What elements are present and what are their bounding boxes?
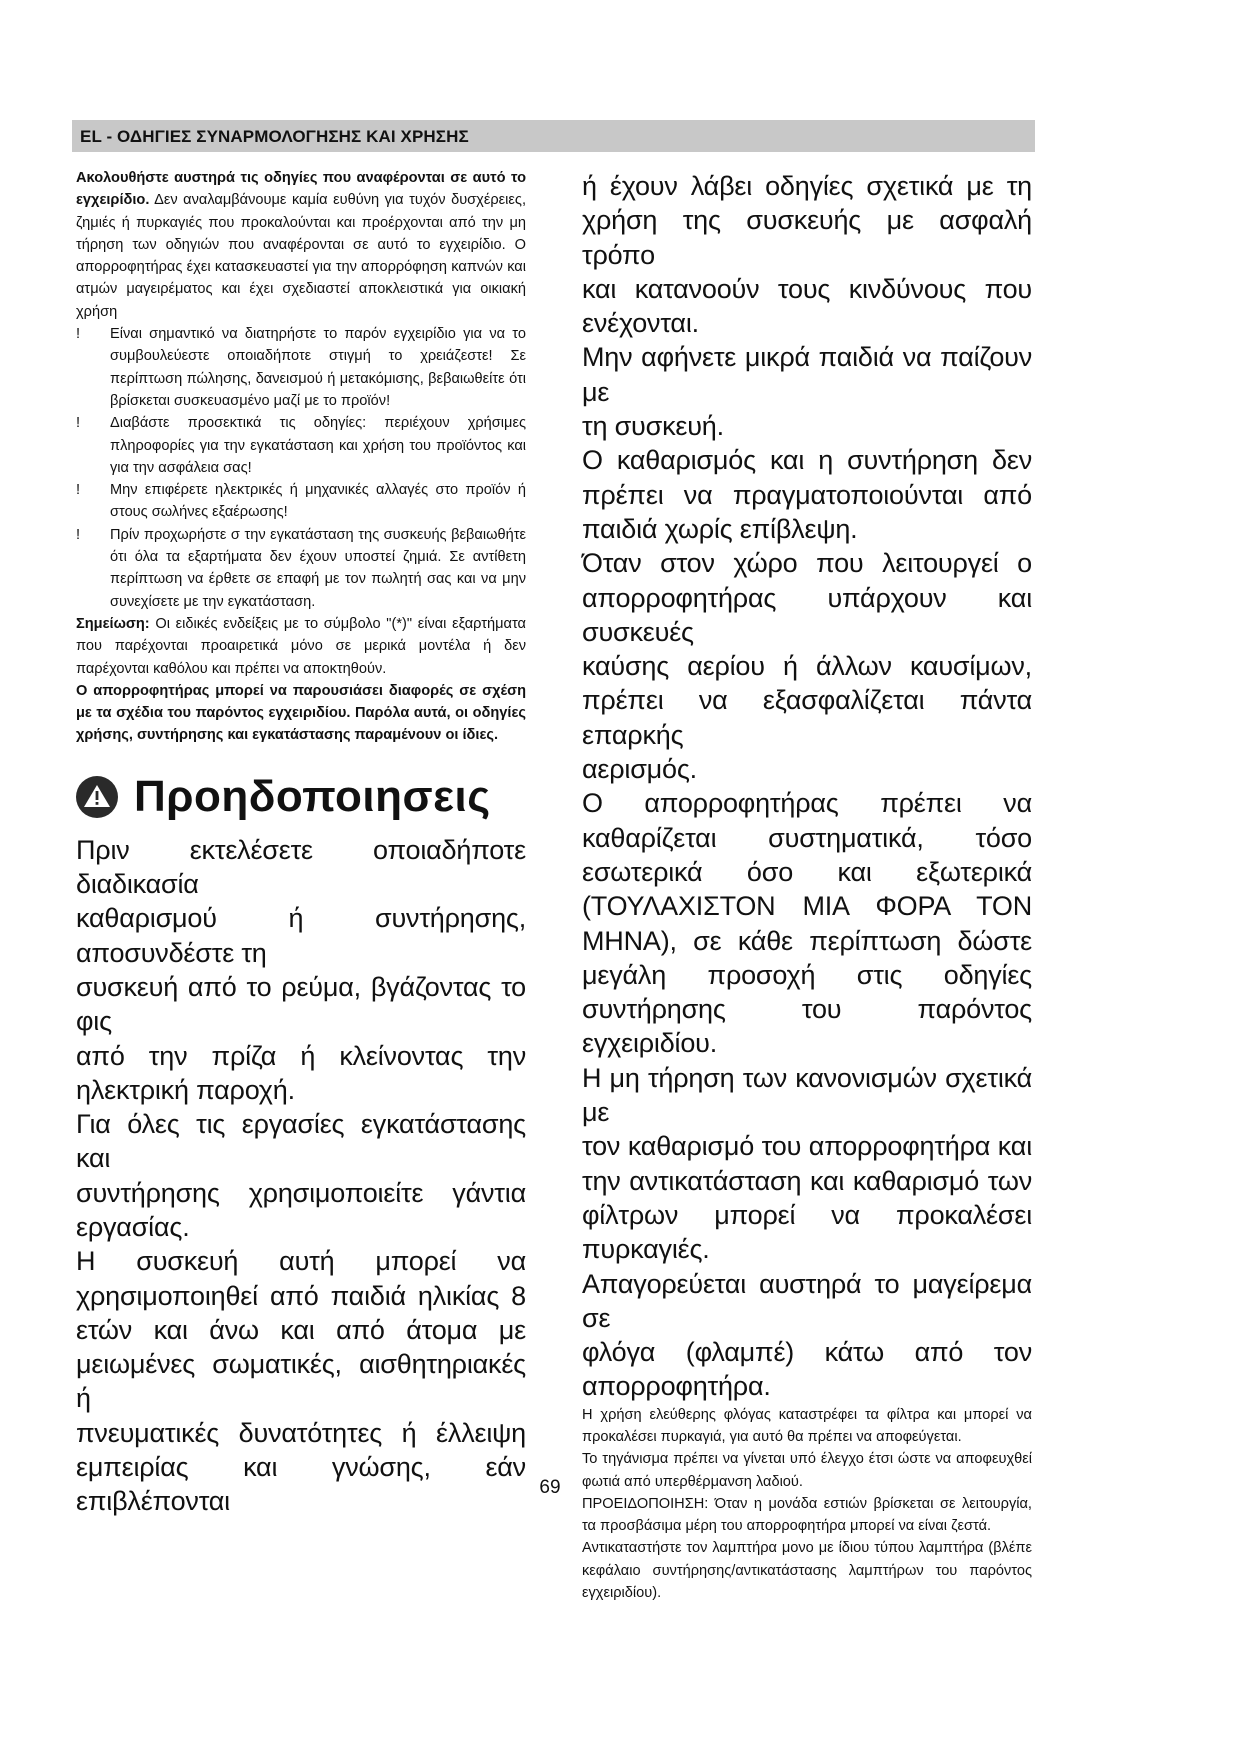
warning-mark: ! — [76, 482, 81, 499]
section-header-bar — [72, 120, 1035, 152]
right-warning-text — [582, 169, 1032, 1404]
text-line: ετών και άνω και από άτομα με — [76, 1314, 526, 1345]
text-line: πυρκαγιές. — [582, 1234, 710, 1265]
warning-text: Διαβάστε προσεκτικά τις οδηγίες: περιέχουν χρήσιμες πληροφορίες για την εγκατάσταση και χρήση του προϊόντος και για την ασφάλεια σας! — [110, 415, 526, 476]
text-line: ή έχουν λάβει οδηγίες σχετικά με τη — [582, 171, 1032, 201]
text-line: Για όλες τις εργασίες εγκατάστασης και — [76, 1109, 526, 1174]
text-line: χρήση της συσκευής με ασφαλή τρόπο — [582, 205, 1032, 270]
warning-item — [76, 479, 526, 524]
section-title: Προηδοποιησεις — [134, 771, 491, 821]
warning-mark: ! — [76, 526, 81, 543]
warning-mark: ! — [76, 415, 81, 432]
text-line: τον καθαρισμό του απορροφητήρα και — [582, 1131, 1032, 1162]
text-line: πρέπει να πραγματοποιούνται από — [582, 479, 1032, 510]
note-paragraph — [76, 613, 526, 680]
text-line: Η συσκευή αυτή μπορεί να — [76, 1246, 526, 1277]
text-line: αερισμός. — [582, 754, 697, 785]
text-line: φίλτρων μπορεί να προκαλέσει — [582, 1199, 1032, 1230]
text-line: παιδιά χωρίς επίβλεψη. — [582, 513, 858, 544]
warning-text: Πρίν προχωρήστε σ την εγκατάσταση της συσκευής βεβαιωθήτε ότι όλα τα εξαρτήματα δεν έχουν υποστεί ζημιά. Σε αντίθετη περίπτωση να έρθετε σε επαφή με τον πωλητή σας και να μην συνεχίσετε με την εγκατάσταση. — [110, 526, 526, 610]
note-label: Σημείωση: — [76, 615, 150, 632]
text-line: φλόγα (φλαμπέ) κάτω από τον — [582, 1337, 1032, 1368]
warning-text: Είναι σημαντικό να διατηρήστε το παρόν εγχειρίδιο για να το συμβουλεύεστε οποιαδήποτε στιγμή το χρειάζεστε! Σε περίπτωση πώλησης, δανεισμού ή μετακόμισης, βεβαιωθείτε ότι βρίσκεται συσκευασμένο μαζί με το προϊόν! — [110, 326, 526, 409]
warning-text: Μην επιφέρετε ηλεκτρικές ή μηχανικές αλλαγές στο προϊόν ή στους σωλήνες εξαέρωσης! — [110, 482, 526, 521]
text-line: ενέχονται. — [582, 308, 699, 339]
text-line: Όταν στον χώρο που λειτουργεί ο — [582, 548, 1032, 579]
text-line: Η μη τήρηση των κανονισμών σχετικά με — [582, 1062, 1032, 1128]
small-paragraph: Το τηγάνισμα πρέπει να γίνεται υπό έλεγχο έτσι ώστε να αποφευχθεί φωτιά από υπερθέρμανση λαδιού. — [582, 1451, 1032, 1490]
left-warning-text — [76, 833, 526, 1519]
text-line: καύσης αερίου ή άλλων καυσίμων, — [582, 651, 1032, 682]
warning-mark: ! — [76, 326, 81, 343]
right-column — [582, 169, 1032, 1604]
text-line: Ο καθαρισμός και η συντήρηση δεν — [582, 445, 1032, 476]
text-line: χρησιμοποιηθεί από παιδιά ηλικίας 8 — [76, 1280, 526, 1311]
text-line: Ο απορροφητήρας πρέπει να — [582, 788, 1032, 819]
warning-item — [76, 524, 526, 613]
text-line: καθαρισμού ή συντήρησης, — [76, 903, 526, 934]
text-line: μειωμένες σωματικές, αισθητηριακές ή — [76, 1349, 526, 1414]
intro-bold: Ακολουθήστε αυστηρά τις οδηγίες που αναφέρονται σε αυτό το εγχειρίδιο. — [76, 170, 526, 209]
text-line: (ΤΟΥΛΑΧΙΣΤΟΝ ΜΙΑ ΦΟΡΑ ΤΟΝ — [582, 891, 1032, 922]
text-line: πρέπει να εξασφαλίζεται πάντα επαρκής — [582, 685, 1032, 750]
warning-item — [76, 323, 526, 412]
section-header-title: EL - ΟΔΗΓΙΕΣ ΣΥΝΑΡΜΟΛΟΓΗΣΗΣ ΚΑΙ ΧΡΗΣΗΣ — [80, 127, 469, 146]
small-paragraph: Η χρήση ελεύθερης φλόγας καταστρέφει τα φίλτρα και μπορεί να προκαλέσει πυρκαγιά, για αυτό θα πρέπει να αποφεύγεται. — [582, 1406, 1032, 1445]
text-line: πνευματικές δυνατότητες ή έλλειψη — [76, 1417, 526, 1448]
text-line: και κατανοούν τους κινδύνους που — [582, 273, 1032, 304]
text-line: Μην αφήνετε μικρά παιδιά να παίζουν με — [582, 342, 1032, 407]
text-line: συσκευή από το ρεύμα, βγάζοντας το φις — [76, 971, 526, 1037]
note-text: Οι ειδικές ενδείξεις με το σύμβολο "(*)" είναι εξαρτήματα που παρέχονται προαιρετικά μόνο σε μερικά μοντέλα ή δεν παρέχονται καθόλου και πρέπει να αποκτηθούν. — [76, 615, 526, 677]
text-line: ΜΗΝΑ), σε κάθε περίπτωση δώστε — [582, 925, 1032, 956]
text-line: εσωτερικά όσο και εξωτερικά — [582, 856, 1032, 887]
small-paragraph: Αντικαταστήστε τον λαμπτήρα μονο με ίδιου τύπου λαμπτήρα (βλέπε κεφάλαιο συντήρησης/αντικατάστασης λαμπτήρων του παρόντος εγχειριδίου). — [582, 1540, 1032, 1602]
text-line: Απαγορεύεται αυστηρά το μαγείρεμα σε — [582, 1268, 1032, 1333]
text-line: Πριν εκτελέσετε οποιαδήποτε διαδικασία — [76, 834, 526, 900]
text-line: συντήρησης του παρόντος εγχειριδίου. — [582, 994, 1032, 1059]
intro-text: Δεν αναλαμβάνουμε καμία ευθύνη για τυχόν δυσχέρειες, ζημιές ή πυρκαγιές που προκαλούνται και προέρχονται από την μη τήρηση των οδηγιών που αναφέρονται σε αυτό το εγχειρίδιο. Ο απορροφητήρας έχει κατασκευαστεί για την απορρόφηση καπνών και ατμών μαγειρέματος και έχει σχεδιαστεί αποκλειστικά για οικιακή χρήση — [76, 192, 526, 320]
text-line: συντήρησης χρησιμοποιείτε γάντια — [76, 1177, 526, 1208]
text-line: μεγάλη προσοχή στις οδηγίες — [582, 959, 1032, 990]
page-number: 69 — [539, 1477, 561, 1498]
variation-notice: Ο απορροφητήρας μπορεί να παρουσιάσει διαφορές σε σχέση με τα σχέδια του παρόντος εγχειριδίου. Παρόλα αυτά, οι οδηγίες χρήσης, συντήρησης και εγκατάστασης παραμένουν οι ίδιες. — [76, 682, 526, 744]
text-line: καθαρίζεται συστηματικά, τόσο — [582, 822, 1032, 853]
warnings-section-heading — [76, 767, 526, 827]
warning-triangle-icon — [76, 776, 118, 818]
text-line: τη συσκευή. — [582, 411, 724, 442]
text-line: εμπειρίας και γνώσης, εάν επιβλέπονται — [76, 1452, 526, 1517]
text-line: απορροφητήρα. — [582, 1371, 771, 1402]
small-paragraph: ΠΡΟΕΙΔΟΠΟΙΗΣΗ: Όταν η μονάδα εστιών βρίσκεται σε λειτουργία, τα προσβάσιμα μέρη του απορροφητήρα μπορεί να είναι ζεστά. — [582, 1495, 1032, 1535]
text-line: από την πρίζα ή κλείνοντας την — [76, 1040, 526, 1071]
text-line: ηλεκτρική παροχή. — [76, 1074, 295, 1105]
text-line: εργασίας. — [76, 1211, 190, 1242]
warning-item — [76, 412, 526, 479]
right-small-text — [582, 1404, 1032, 1605]
text-line: απορροφητήρας υπάρχουν και συσκευές — [582, 582, 1032, 647]
text-line: την αντικατάσταση και καθαρισμό των — [582, 1165, 1032, 1196]
intro-paragraph — [76, 167, 526, 323]
text-line: αποσυνδέστε τη — [76, 937, 267, 968]
left-column — [76, 167, 526, 1519]
